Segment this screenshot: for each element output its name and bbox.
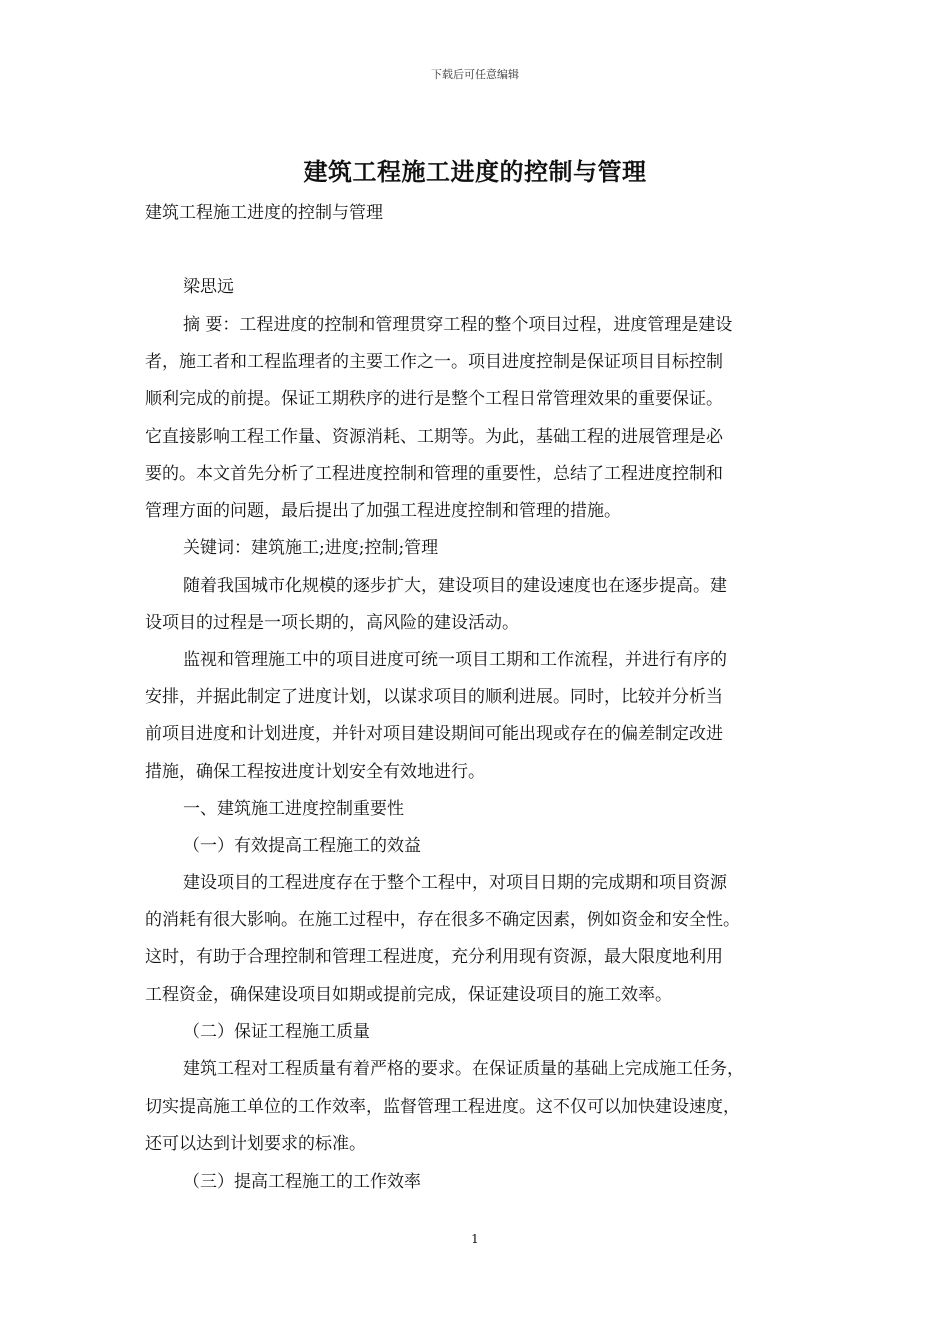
body-line: 措施，确保工程按进度计划安全有效地进行。 [145,762,485,782]
abstract-line: 管理方面的问题，最后提出了加强工程进度控制和管理的措施。 [145,501,621,521]
page-header-note: 下载后可任意编辑 [431,68,519,81]
subsection-heading: （一）有效提高工程施工的效益 [183,836,421,856]
body-line: 切实提高施工单位的工作效率，监督管理工程进度。这不仅可以加快建设速度， [145,1097,740,1117]
abstract-line: 它直接影响工程工作量、资源消耗、工期等。为此，基础工程的进展管理是必 [145,427,723,447]
abstract-line: 者，施工者和工程监理者的主要工作之一。项目进度控制是保证项目目标控制 [145,352,723,372]
body-line: 设项目的过程是一项长期的，高风险的建设活动。 [145,613,519,633]
author-line: 梁思远 [183,277,234,297]
abstract-line: 摘 要：工程进度的控制和管理贯穿工程的整个项目过程，进度管理是建设 [183,315,733,335]
abstract-line: 要的。本文首先分析了工程进度控制和管理的重要性，总结了工程进度控制和 [145,464,723,484]
body-line: 监视和管理施工中的项目进度可统一项目工期和工作流程，并进行有序的 [183,650,727,670]
body-line: 建设项目的工程进度存在于整个工程中，对项目日期的完成期和项目资源 [183,873,727,893]
body-line: 前项目进度和计划进度，并针对项目建设期间可能出现或存在的偏差制定改进 [145,724,723,744]
body-line: 建筑工程对工程质量有着严格的要求。在保证质量的基础上完成施工任务， [183,1059,744,1079]
body-line: 工程资金，确保建设项目如期或提前完成，保证建设项目的施工效率。 [145,985,672,1005]
subsection-heading: （二）保证工程施工质量 [183,1022,370,1042]
document-title: 建筑工程施工进度的控制与管理 [303,157,647,186]
subsection-heading: （三）提高工程施工的工作效率 [183,1172,421,1192]
body-line: 这时，有助于合理控制和管理工程进度，充分利用现有资源，最大限度地利用 [145,947,723,967]
body-line: 的消耗有很大影响。在施工过程中，存在很多不确定因素，例如资金和安全性。 [145,910,740,930]
page-number: 1 [471,1232,479,1246]
abstract-line: 顺利完成的前提。保证工期秩序的进行是整个工程日常管理效果的重要保证。 [145,389,723,409]
section-heading: 一、建筑施工进度控制重要性 [183,799,404,819]
subtitle-line: 建筑工程施工进度的控制与管理 [145,203,383,223]
body-line: 安排，并据此制定了进度计划，以谋求项目的顺利进展。同时，比较并分析当 [145,687,723,707]
body-line: 还可以达到计划要求的标准。 [145,1134,366,1154]
keywords-line: 关键词：建筑施工;进度;控制;管理 [183,538,439,558]
body-line: 随着我国城市化规模的逐步扩大，建设项目的建设速度也在逐步提高。建 [183,576,727,596]
